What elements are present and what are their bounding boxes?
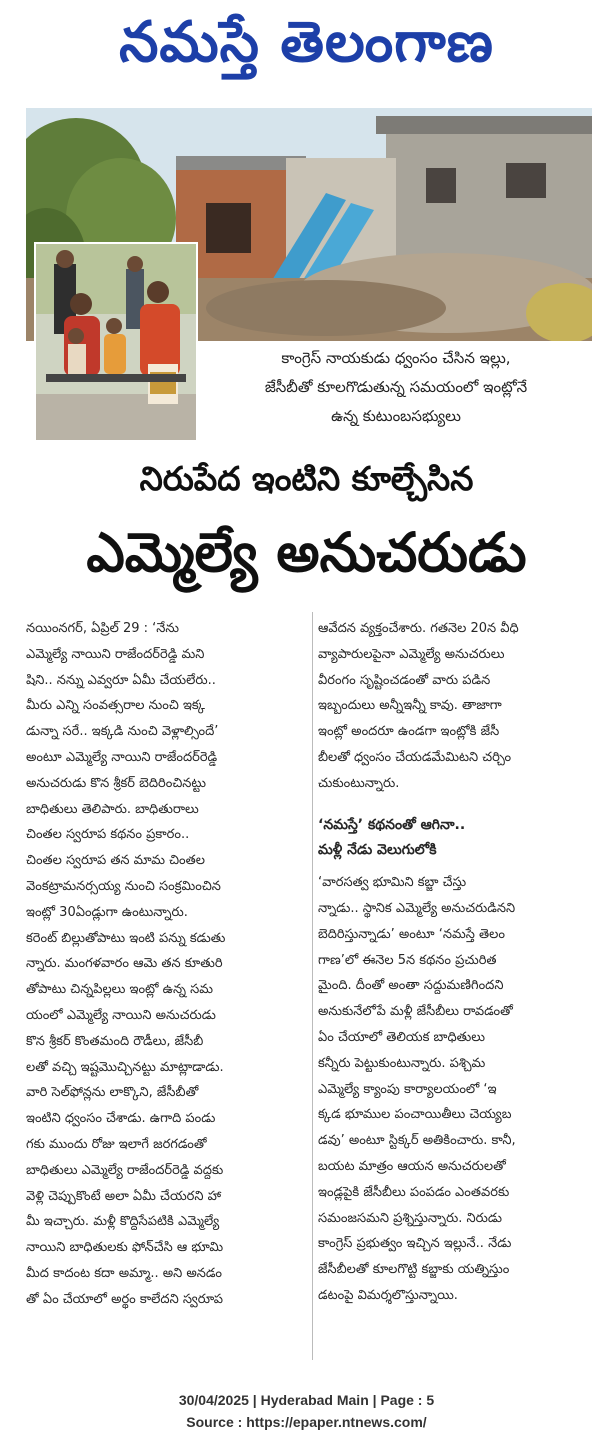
article-line: ఆవేదన వ్యక్తంచేశారు. గతనెల 20న వీధి bbox=[318, 621, 519, 636]
article-line: కొన శ్రీకర్ కొంతమంది రౌడీలు, జేసీబీ bbox=[26, 1033, 204, 1049]
article-line: బీలతో ధ్వంసం చేయడమేమిటని చర్చిం bbox=[318, 749, 512, 765]
article-line: వ్యాపారులపైనా ఎమ్మెల్యే అనుచరులు bbox=[318, 646, 505, 662]
masthead-title: నమస్తే తెలంగాణ bbox=[119, 10, 494, 75]
subhead: మళ్లీ నేడు వెలుగులోకి bbox=[318, 842, 437, 859]
article-line: ఇబ్బందులు అన్నీఇన్నీ కావు. తాజాగా bbox=[318, 698, 502, 714]
article-line: చింతల స్వరూప తన మామ చింతల bbox=[26, 853, 205, 869]
article-line: మీ ఇచ్చారు. మళ్లీ కొద్దిసేపటికి ఎమ్మెల్యే bbox=[26, 1214, 220, 1230]
article-line: డవు’ అంటూ స్టిక్కర్ అతికించారు. కానీ, bbox=[318, 1133, 516, 1149]
article-line: నాయిని బాధితులకు ఫోన్‌చేసి ఆ భూమి bbox=[26, 1240, 224, 1256]
article-line: తో ఏం చేయాలో అర్థం కాలేదని స్వరూప bbox=[26, 1291, 223, 1307]
article-line: బాధితులు ఎమ్మెల్యే రాజేందర్‌రెడ్డి వద్దకు bbox=[26, 1162, 224, 1178]
article-line: బయట మాత్రం ఆయన అనుచరులతో bbox=[318, 1158, 506, 1174]
article-line: న్నాడు.. స్థానిక ఎమ్మెల్యే అనుచరుడినని bbox=[318, 900, 516, 916]
article-line: వెంకట్రామనర్సయ్య నుంచి సంక్రమించిన bbox=[26, 878, 221, 894]
footer-source: Source : https://epaper.ntnews.com/ bbox=[186, 1414, 427, 1430]
article-line: ఇంట్లో అందరూ ఉండగా ఇంట్లోకి జేసీ bbox=[318, 724, 500, 740]
article-line: మైంది. దీంతో అంతా సద్దుమణిగిందని bbox=[318, 978, 504, 994]
article-line: ఏం చేయాలో తెలియక బాధితులు bbox=[318, 1029, 485, 1045]
article-line: కాంగ్రెస్ ప్రభుత్వం ఇచ్చిన ఇల్లునే.. నేడు bbox=[318, 1236, 512, 1252]
article-line: బెదిరిస్తున్నాడు’ అంటూ ‘నమస్తే తెలం bbox=[318, 926, 505, 942]
article-line: డటంపై విమర్శలొస్తున్నాయి. bbox=[318, 1287, 458, 1303]
article-line: గకు ముందు రోజు ఇలాగే జరగడంతో bbox=[26, 1136, 207, 1152]
article-line: వెళ్లి చెప్పుకొంటే అలా ఏమీ చేయరని హా bbox=[26, 1188, 222, 1204]
article-line: చింతల స్వరూప కథనం ప్రకారం.. bbox=[26, 827, 190, 843]
article-line: చుకుంటున్నారు. bbox=[318, 775, 400, 791]
article-line: న్నారు. మంగళవారం ఆమె తన కూతురి bbox=[26, 956, 223, 972]
article-line: జేసీబీలతో కూలగొట్టి కబ్జాకు యత్నిస్తుం bbox=[318, 1262, 510, 1278]
article-line: మీద కాదంట కదా అమ్మా.. అని అనడం bbox=[26, 1265, 222, 1281]
photo-caption bbox=[200, 344, 592, 436]
article-line: ‘వారసత్వ భూమిని కబ్జా చేస్తు bbox=[318, 875, 467, 891]
family-inset-photo bbox=[34, 242, 198, 442]
article-line: వీరంగం సృష్టించడంతో వారు పడిన bbox=[318, 672, 491, 688]
footer-meta: 30/04/2025 | Hyderabad Main | Page : 5 bbox=[178, 1392, 435, 1408]
article-line: నయింనగర్, ఏప్రిల్ 29 : ‘నేను bbox=[26, 621, 180, 636]
article-line: వారి సెల్‌ఫోన్లను లాక్కొని, జేసీబీతో bbox=[26, 1085, 199, 1101]
article-line: అనుకునేలోపే మళ్లీ జేసీబీలు రావడంతో bbox=[318, 1004, 513, 1020]
article-line: ఇండ్లపైకి జేసీబీలు పంపడం ఎంతవరకు bbox=[318, 1184, 510, 1200]
article-line: ఇంటిని ధ్వంసం చేశాడు. ఉగాది పండు bbox=[26, 1111, 216, 1127]
article-line: డున్నా సరే.. ఇక్కడి నుంచి వెళ్లాల్సిందే’ bbox=[26, 724, 219, 740]
article-line: షిని.. నన్ను ఎవ్వరూ ఏమీ చేయలేరు.. bbox=[26, 672, 216, 688]
article-line: ఎమ్మెల్యే నాయిని రాజేందర్‌రెడ్డి మని bbox=[26, 646, 205, 662]
caption-line: ఉన్న కుటుంబసభ్యులు bbox=[331, 407, 461, 425]
article-left-column bbox=[26, 616, 308, 1313]
article-line: అంటూ ఎమ్మెల్యే నాయిని రాజేందర్‌రెడ్డి bbox=[26, 749, 218, 765]
article-line: ఎమ్మెల్యే క్యాంపు కార్యాలయంలో ‘ఇ bbox=[318, 1081, 497, 1097]
article-line: లతో వచ్చి ఇష్టమొచ్చినట్టు మాట్లాడాడు. bbox=[26, 1059, 224, 1075]
headline-line2: ఎమ్మెల్యే అనుచరుడు bbox=[86, 521, 527, 584]
article-line: గాణ’లో ఈనెల 5న కథనం ప్రచురిత bbox=[318, 952, 497, 968]
headline-line1: నిరుపేద ఇంటిని కూల్చేసిన bbox=[139, 459, 474, 498]
subhead: ‘నమస్తే’ కథనంతో ఆగినా.. bbox=[318, 816, 466, 833]
article-right-column bbox=[318, 616, 596, 1309]
article-line: సమంజసమని ప్రశ్నిస్తున్నారు. నిరుడు bbox=[318, 1210, 503, 1226]
article-line: బాధితులు తెలిపారు. బాధితురాలు bbox=[26, 801, 199, 817]
article-line: తోపాటు చిన్నపిల్లలు ఇంట్లో ఉన్న సమ bbox=[26, 982, 214, 998]
article-line: కరెంట్ బిల్లుతోపాటు ఇంటి పన్ను కడుతు bbox=[26, 930, 226, 946]
article-line: క్కడ భూముల పంచాయితీలు చెయ్యబ bbox=[318, 1107, 512, 1123]
article-line: కన్నీరు పెట్టుకుంటున్నారు. పశ్చిమ bbox=[318, 1055, 486, 1071]
caption-line: జేసీబీతో కూలగొడుతున్న సమయంలో ఇంట్లోనే bbox=[264, 378, 528, 396]
article-line: అనుచరుడు కొన శ్రీకర్ బెదిరించినట్టు bbox=[26, 775, 206, 791]
article-line: యంలో ఎమ్మెల్యే నాయిని అనుచరుడు bbox=[26, 1007, 216, 1023]
article-line: మీరు ఎన్ని సంవత్సరాల నుంచి ఇక్క bbox=[26, 698, 205, 714]
article-line: ఇంట్లో 30ఏండ్లుగా ఉంటున్నారు. bbox=[26, 904, 188, 920]
caption-line: కాంగ్రెస్ నాయకుడు ధ్వంసం చేసిన ఇల్లు, bbox=[281, 349, 511, 367]
column-divider bbox=[312, 612, 313, 1360]
